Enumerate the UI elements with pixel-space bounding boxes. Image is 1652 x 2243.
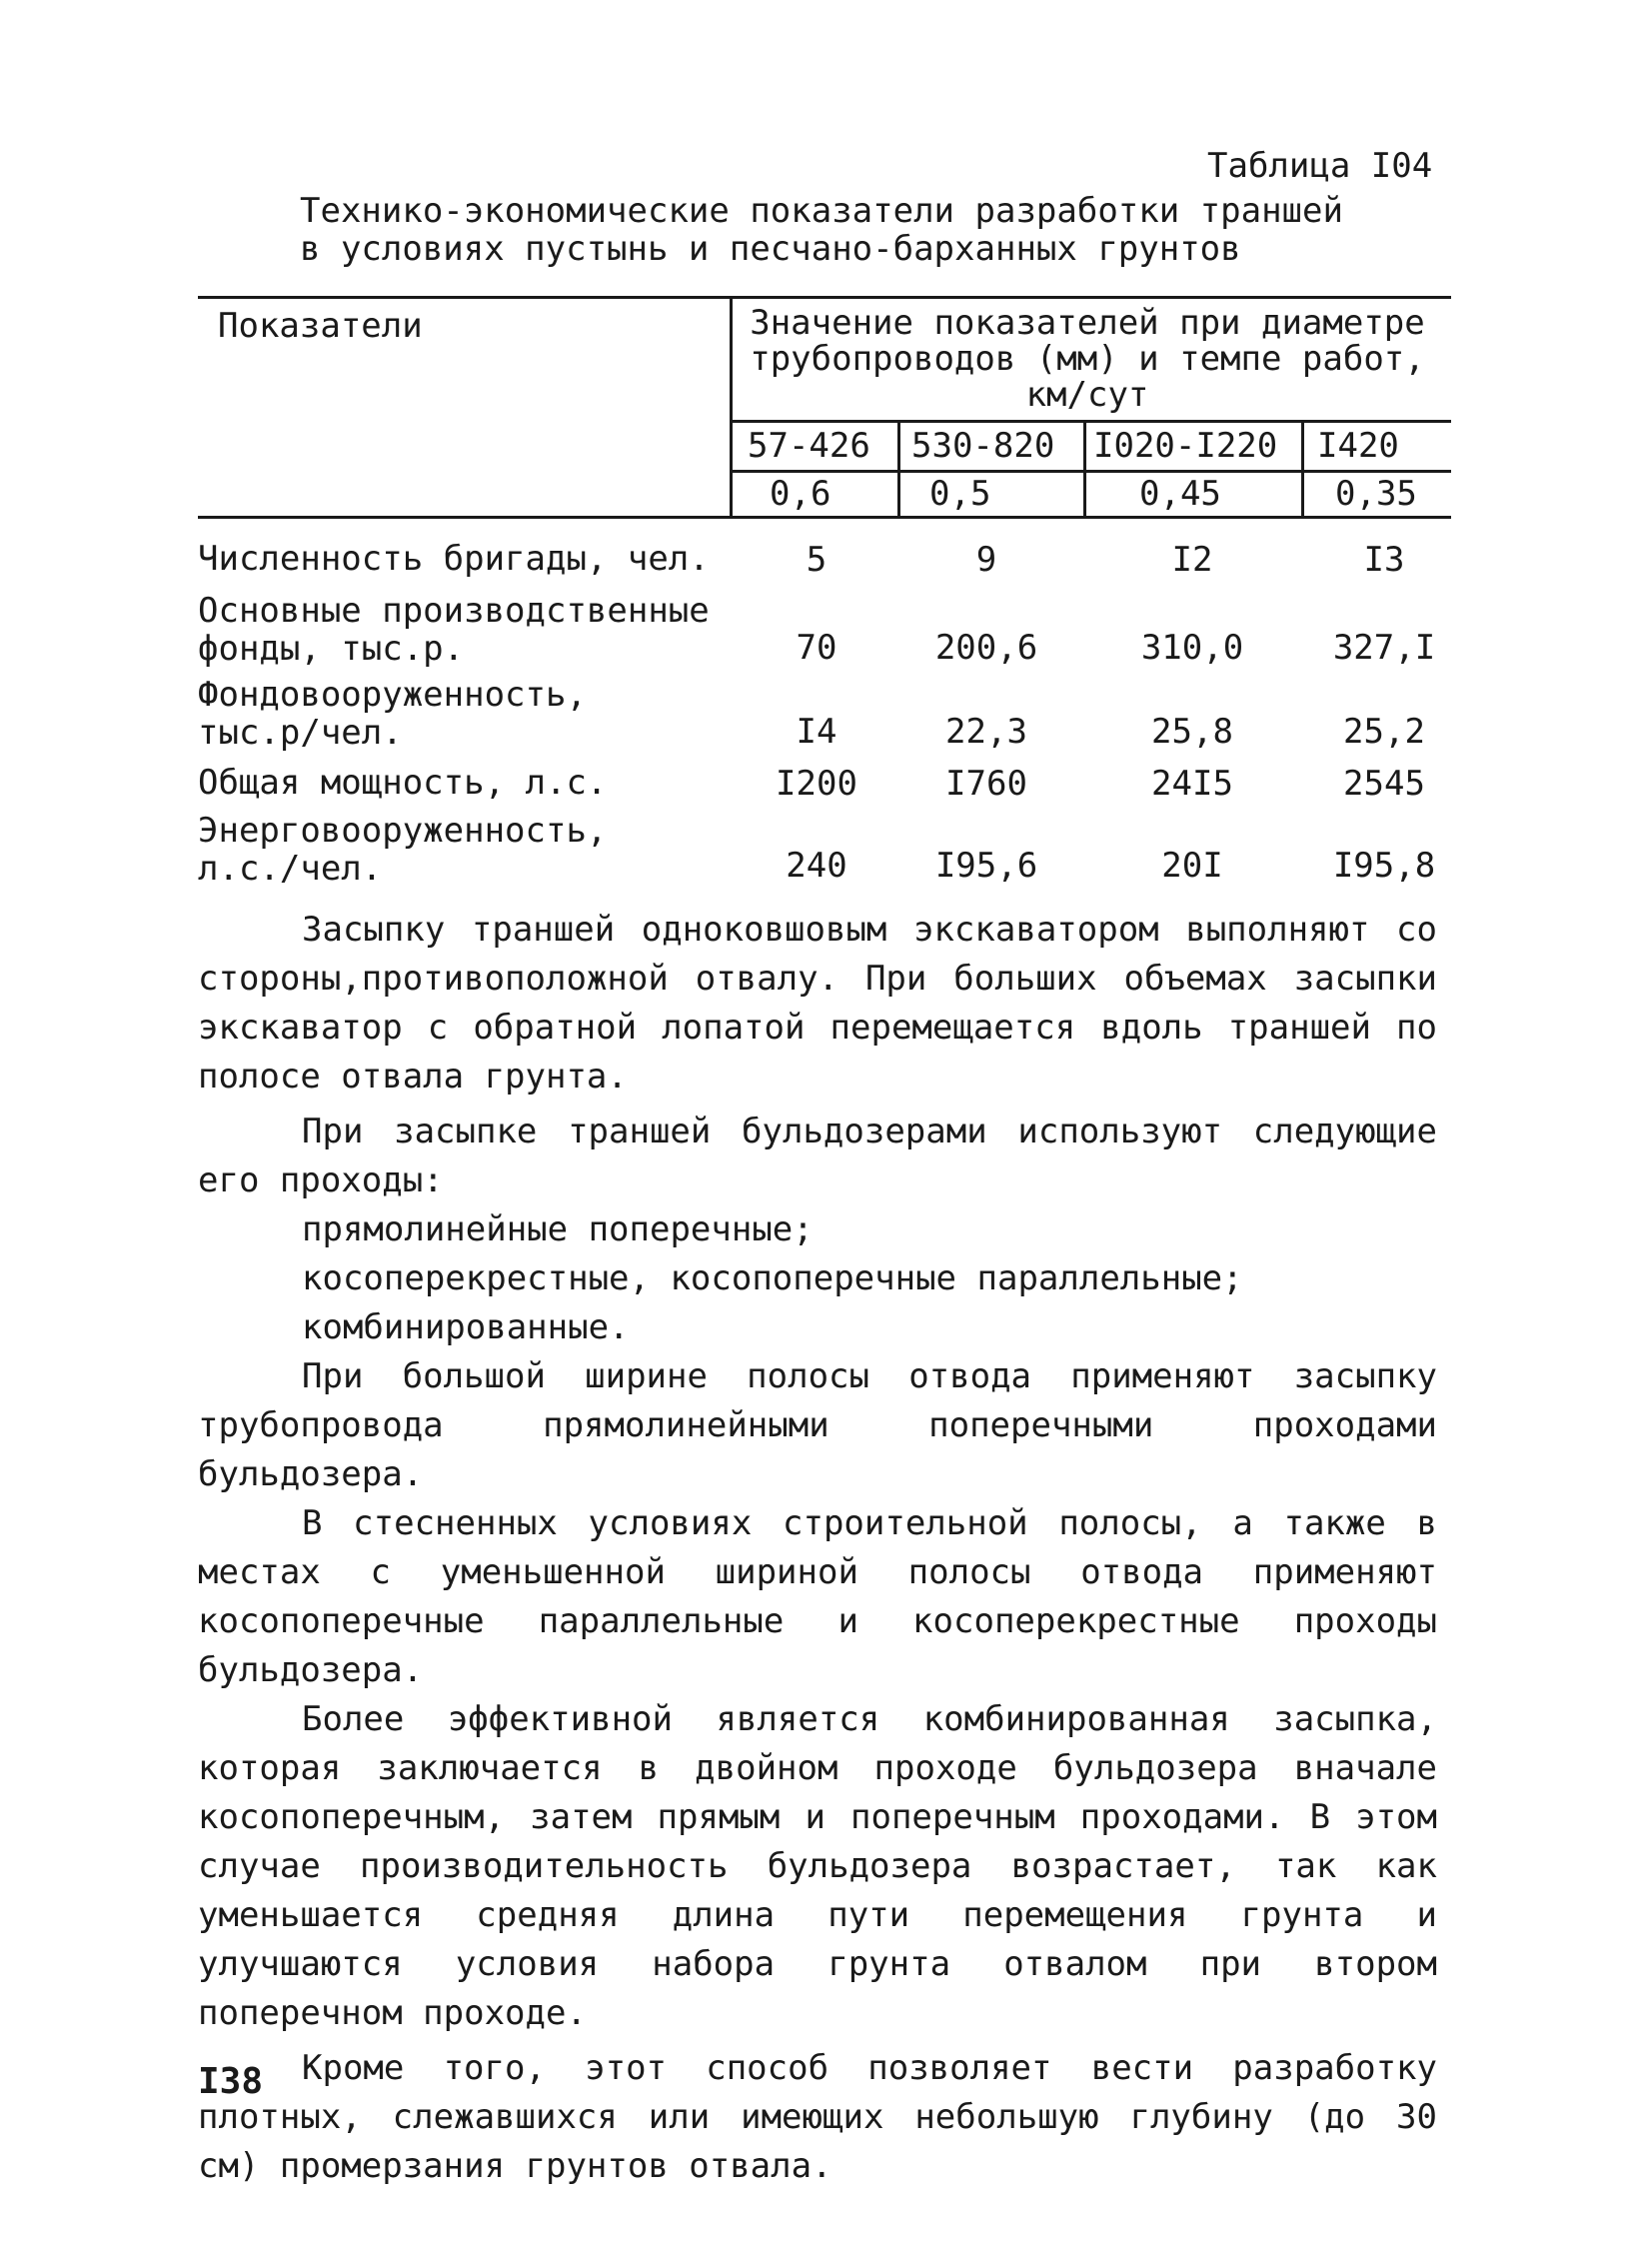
row-label-energy-equipment [198,812,607,888]
table-cell: I200 [776,764,857,804]
table-cell: I2 [1171,540,1213,580]
row-label-power: Общая мощность, л.с. [198,763,608,803]
table-cell: 25,2 [1343,712,1425,752]
tempo-cell: 0,45 [1139,474,1221,514]
header-values: Значение показателей при диаметре трубопроводов (мм) и темпе работ, км/сут [750,303,1425,415]
table-cell: 20I [1161,846,1223,886]
row-label-line: фонды, тыс.р. [198,629,465,669]
paragraph: При большой ширине полосы отвода применяют засыпку трубопровода прямолинейными поперечными проходами бульдозера. [198,1356,1437,1494]
table-title-line-2: в условиях пустынь и песчано-барханных грунтов [300,229,1241,269]
row-label-funds [198,592,710,668]
tempo-cell: 0,35 [1335,474,1417,514]
paragraph: При засыпке траншей бульдозерами используют следующие его проходы: [198,1112,1437,1200]
list-item: комбинированные. [302,1307,630,1347]
table-cell: 310,0 [1140,628,1244,668]
body-text [198,906,1437,2191]
list-item: косоперекрестные, косопоперечные параллельные; [302,1258,1243,1298]
diameter-row-top-rule [730,420,1451,423]
table-cell: 2545 [1343,764,1425,804]
diameter-cell: I020-I220 [1093,426,1278,466]
table-cell: I760 [945,764,1027,804]
row-label-line: Фондовооруженность, [198,675,587,715]
tempo-row-top-rule [730,470,1451,473]
table-cell: 5 [806,540,827,580]
paragraph: Более эффективной является комбинированная засыпка, которая заключается в двойном проходе бульдозера вначале косопоперечным, затем прямым и поперечным проходами. В этом случае производительность бульдозера возрастает, так как уменьшается средняя длина пути перемещения грунта и улучшаются условия набора грунта отвалом при втором поперечном проходе. [198,1699,1437,2033]
table-cell: I95,8 [1332,846,1436,886]
paragraph: Засыпку траншей одноковшовым экскаватором выполняют со стороны,противоположной отвалу. При больших объемах засыпки экскаватор с обратной лопатой перемещается вдоль траншей по полосе отвала грунта. [198,910,1437,1097]
table-header-bottom-rule [198,516,1451,519]
col-divider-3 [1301,420,1304,516]
tempo-cell: 0,6 [770,474,831,514]
row-label-brigade: Численность бригады, чел. [198,539,710,579]
table-top-rule [198,296,1451,299]
row-label-fund-equipment [198,676,587,752]
row-label-line: Энерговооруженность, [198,811,608,851]
table-cell: 25,8 [1151,712,1233,752]
diameter-cell: 530-820 [911,426,1055,466]
table-cell: 24I5 [1151,764,1233,804]
table-cell: I3 [1363,540,1405,580]
table-title-line-1: Технико-экономические показатели разработки траншей [300,191,1343,231]
diameter-cell: I420 [1317,426,1399,466]
paragraph: В стесненных условиях строительной полосы, а также в местах с уменьшенной шириной полосы отвода применяют косопоперечные параллельные и косоперекрестные проходы бульдозера. [198,1503,1437,1690]
page-number: I38 [198,2061,264,2102]
header-indicators: Показатели [218,306,423,346]
header-divider [730,298,733,518]
table-cell: 70 [796,628,837,668]
table-cell: 9 [975,540,997,580]
row-label-line: л.с./чел. [198,849,383,889]
col-divider-2 [1083,420,1086,516]
col-divider-1 [897,420,900,516]
list-item: прямолинейные поперечные; [302,1209,814,1249]
table-cell: 200,6 [934,628,1038,668]
row-label-line: Основные производственные [198,591,710,631]
row-label-line: тыс.р/чел. [198,713,403,753]
tempo-cell: 0,5 [929,474,991,514]
table-cell: 22,3 [945,712,1027,752]
table-cell: I4 [796,712,837,752]
table-cell: 327,I [1332,628,1436,668]
paragraph: Кроме того, этот способ позволяет вести разработку плотных, слежавшихся или имеющих небольшую глубину (до 30 см) промерзания грунтов отвала. [198,2048,1437,2186]
table-title [300,192,1499,268]
diameter-cell: 57-426 [748,426,870,466]
table-cell: 240 [786,846,847,886]
table-cell: I95,6 [934,846,1038,886]
table-number: Таблица I04 [1207,146,1433,186]
